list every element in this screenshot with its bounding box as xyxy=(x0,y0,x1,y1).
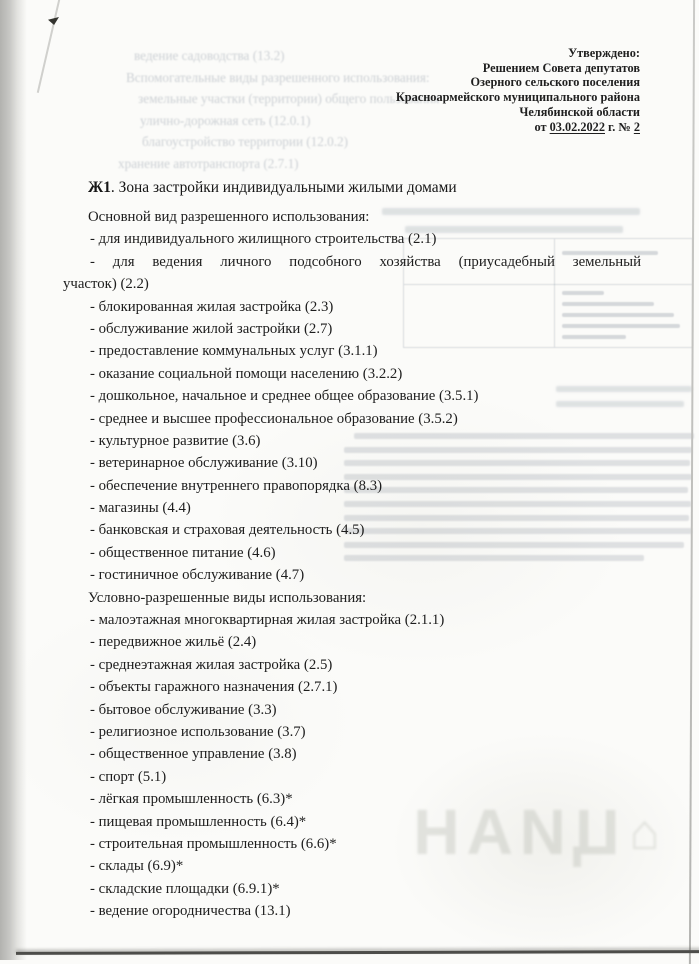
document-number: 2 xyxy=(633,119,640,134)
usage-line: Условно-разрешенные виды использования: xyxy=(88,589,367,606)
ghost-text-line: благоустройство территории (12.0.2) xyxy=(142,134,349,150)
usage-line: - среднее и высшее профессиональное образование (3.5.2) xyxy=(90,410,458,427)
usage-line: - пищевая промышленность (6.4)* xyxy=(90,813,307,830)
ghost-text-line: улично-дорожная сеть (12.0.1) xyxy=(140,112,311,128)
usage-line: - общественное управление (3.8) xyxy=(90,746,297,763)
date-prefix: от xyxy=(534,119,550,134)
usage-line: - строительная промышленность (6.6)* xyxy=(90,835,337,852)
usage-line: - лёгкая промышленность (6.3)* xyxy=(90,791,293,808)
approval-date: 03.02.2022 xyxy=(549,119,605,134)
ghost-text-line: ведение садоводства (13.2) xyxy=(134,48,285,63)
approval-line: Красноармейского муниципального района xyxy=(395,90,640,105)
usage-line: - среднеэтажная жилая застройка (2.5) xyxy=(90,656,333,673)
usage-line: - банковская и страховая деятельность (4.5) xyxy=(90,522,365,539)
usage-line: - оказание социальной помощи населению (3.2.2) xyxy=(90,365,403,382)
house-icon: ⌂ xyxy=(629,804,660,860)
usage-line: - для ведения личного подсобного хозяйства (приусадебный земельный xyxy=(90,253,641,270)
approval-line: Озерного сельского поселения xyxy=(470,75,640,90)
usage-line: - общественное питание (4.6) xyxy=(90,544,276,561)
usage-line: - блокированная жилая застройка (2.3) xyxy=(90,298,334,315)
usage-line: - складские площадки (6.9.1)* xyxy=(90,880,280,897)
usage-line: - спорт (5.1) xyxy=(90,768,167,785)
ghost-text-line: Вспомогательные виды разрешенного использования: xyxy=(126,69,430,85)
date-middle: г. № xyxy=(604,119,634,134)
usage-lines xyxy=(60,206,643,923)
usage-line: - дошкольное, начальное и среднее общее образование (3.5.1) xyxy=(90,388,479,405)
usage-line: - передвижное жильё (2.4) xyxy=(90,634,257,651)
usage-line: - бытовое обслуживание (3.3) xyxy=(90,701,277,718)
zone-title xyxy=(88,179,457,197)
usage-line: - магазины (4.4) xyxy=(90,500,191,517)
approval-line: Решением Совета депутатов xyxy=(482,60,640,75)
usage-line: - малоэтажная многоквартирная жилая застройка (2.1.1) xyxy=(90,612,445,629)
usage-line: участок) (2.2) xyxy=(63,276,149,293)
usage-line: - религиозное использование (3.7) xyxy=(90,723,306,740)
ghost-text-line: земельные участки (территории) общего пользования xyxy=(138,91,440,107)
approval-line: Утверждено: xyxy=(568,46,640,60)
approval-line: Челябинской области xyxy=(519,104,640,119)
usage-line: - ветеринарное обслуживание (3.10) xyxy=(90,455,318,472)
usage-line: - склады (6.9)* xyxy=(90,858,184,875)
usage-line: - объекты гаражного назначения (2.7.1) xyxy=(90,679,338,696)
usage-line: Основной вид разрешенного использования: xyxy=(88,209,370,225)
approval-date-line xyxy=(220,120,640,135)
usage-line: - обслуживание жилой застройки (2.7) xyxy=(90,320,333,337)
zone-code: Ж1 xyxy=(88,179,111,196)
zone-title-text: . Зона застройки индивидуальными жилыми домами xyxy=(110,179,457,196)
watermark-text: ЦИАН xyxy=(406,796,620,868)
usage-line: - ведение огородничества (13.1) xyxy=(90,903,291,920)
usage-line: - предоставление коммунальных услуг (3.1.1) xyxy=(90,343,378,360)
approval-block xyxy=(220,46,640,134)
usage-line: - обеспечение внутреннего правопорядка (8.3) xyxy=(90,477,383,494)
usage-line: - для индивидуального жилищного строительства (2.1) xyxy=(90,231,437,248)
usage-line: - гостиничное обслуживание (4.7) xyxy=(90,567,305,584)
scan-left-edge-shadow xyxy=(0,0,27,960)
ghost-text-line: хранение автотранспорта (2.7.1) xyxy=(118,155,299,171)
usage-line: - культурное развитие (3.6) xyxy=(90,432,261,449)
